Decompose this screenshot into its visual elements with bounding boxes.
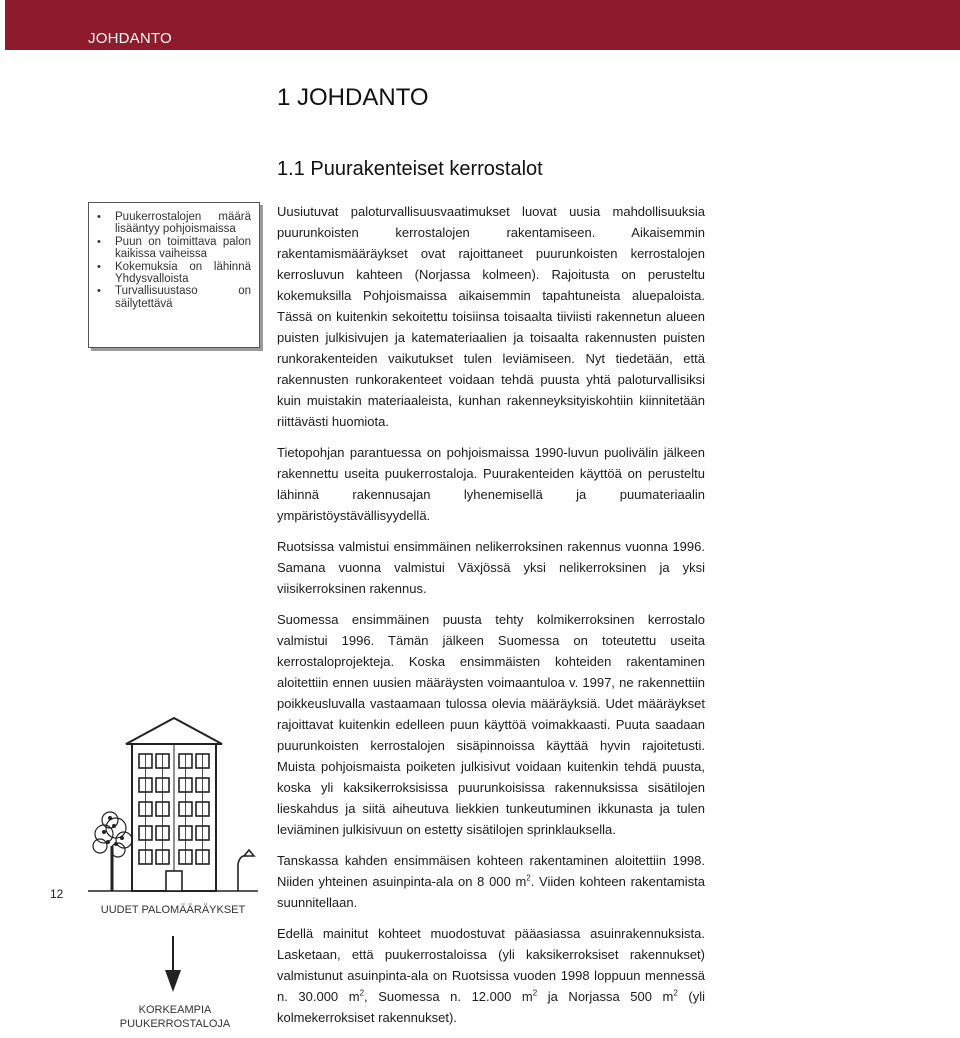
paragraph: Tietopohjan parantuessa on pohjoismaissa 1990-luvun puolivälin jälkeen rakennettu useita puukerrostaloja. Puurakenteiden käyttöä on perusteltu lähinnä rakennusajan lyhenemisellä ja puumateriaalin ympäristöystävällisyydellä.	[277, 445, 705, 523]
summary-item: • Puun on toimittava palon kaikissa vaiheissa	[97, 235, 251, 261]
section-title: 1.1 Puurakenteiset kerrostalot	[277, 158, 543, 180]
caption-taller-buildings: KORKEAMPIA PUUKERROSTALOJA	[119, 1004, 231, 1030]
bullet-icon: •	[97, 260, 101, 273]
building-icon	[88, 716, 268, 901]
paragraph: Uusiutuvat paloturvallisuusvaatimukset luovat uusia mahdollisuuksia puurunkoisten kerrostalojen rakentamiseen. Aikaisemmin rakentamismääräykset ovat rajoittaneet puurunkoisten kerrostalojen kerrosluvun kahteen (Norjassa kolmeen). Rajoitusta on perusteltu kokemuksilla Pohjoismaissa aikaisemmin tapahtuneista aluepaloista. Tässä on kuitenkin sekoitettu toisiinsa toisaalta tiiviisti rakennetun alueen puisten julkisivujen ja katemateriaalien ja toisaalta rakennusten puisten runkorakenteiden vaikutukset tulen leviämiseen. Nyt tiedetään, että rakennusten runkorakenteet voidaan tehdä puusta yhtä paloturvallisiksi kuin muistakin materiaaleista, kunhan rakenneyksityiskohtiin kiinnitetään riittävästi huomiota.	[277, 204, 705, 429]
bullet-icon: •	[97, 211, 101, 223]
summary-list	[89, 211, 259, 310]
tree-icon	[93, 812, 132, 891]
lamp-icon	[238, 850, 254, 891]
summary-item: • Kokemuksia on lähinnä Yhdysvalloista	[97, 260, 251, 286]
paragraph: Ruotsissa valmistui ensimmäinen nelikerroksinen rakennus vuonna 1996. Samana vuonna valmistui Växjössä yksi nelikerroksinen ja yksi viisikerroksinen rakennus.	[277, 539, 705, 596]
bullet-icon: •	[97, 235, 101, 248]
building-illustration	[88, 716, 268, 901]
down-arrow-icon	[158, 936, 188, 992]
running-header: JOHDANTO	[88, 30, 172, 47]
chapter-title: 1 JOHDANTO	[277, 84, 429, 111]
body-text	[277, 201, 705, 1038]
paragraph: Suomessa ensimmäinen puusta tehty kolmikerroksinen kerrostalo valmistui 1996. Tämän jälkeen Suomessa on toteutettu useita kerrostaloprojekteja. Koska ensimmäisten kohteiden rakentaminen aloitettiin ennen uusien määräysten voimaantuloa v. 1997, ne rakennettiin poikkeusluvalla vastaamaan tulossa olevia määräyksiä. Udet määräykset rajoittavat kuitenkin edelleen puun käyttöä voimakkaasti. Puuta saadaan puurunkoisten kerrostalojen sisäpinnoissa käyttää hyvin rajoitetusti. Muista pohjoismaista poiketen julkisivut voidaan kuitenkin tehdä puusta, koska yli kaksikerroksisissa puurunkoisissa rakennuksissa sisätilojen lieskahdus ja siitä aiheutuva liekkien tunkeutuminen ikkunasta ja tulen leviäminen julkisivuun on estetty sisätilojen sprinklauksella.	[277, 612, 705, 837]
caption-new-regulations: UUDET PALOMÄÄRÄYKSET	[100, 904, 246, 916]
paragraph-denmark: Tanskassa kahden ensimmäisen kohteen rakentaminen aloitettiin 1998. Niiden yhteinen asuinpinta-ala on 8 000 $m^2$. Viiden kohteen rakentamista suunnitellaan.	[277, 853, 705, 910]
page-number: 12	[50, 887, 64, 901]
paragraph-summary: Edellä mainitut kohteet muodostuvat pääasiassa asuinrakennuksista. Lasketaan, että puukerrostaloissa (yli kaksikerroksiset rakennukset) valmistunut asuinpinta-ala on Ruotsissa vuoden 1998 loppuun mennessä n. 30.000 $m^2$, Suomessa n. 12.000 $m^2$ ja Norjassa 500 $m^2$ (yli kolmekerroksiset rakennukset).	[277, 926, 705, 1025]
summary-item: • Puukerrostalojen määrä lisääntyy pohjoismaissa	[97, 211, 251, 236]
bullet-icon: •	[97, 285, 101, 298]
summary-box	[88, 202, 260, 348]
summary-item: • Turvallisuustaso on säilytettävä	[97, 285, 251, 310]
